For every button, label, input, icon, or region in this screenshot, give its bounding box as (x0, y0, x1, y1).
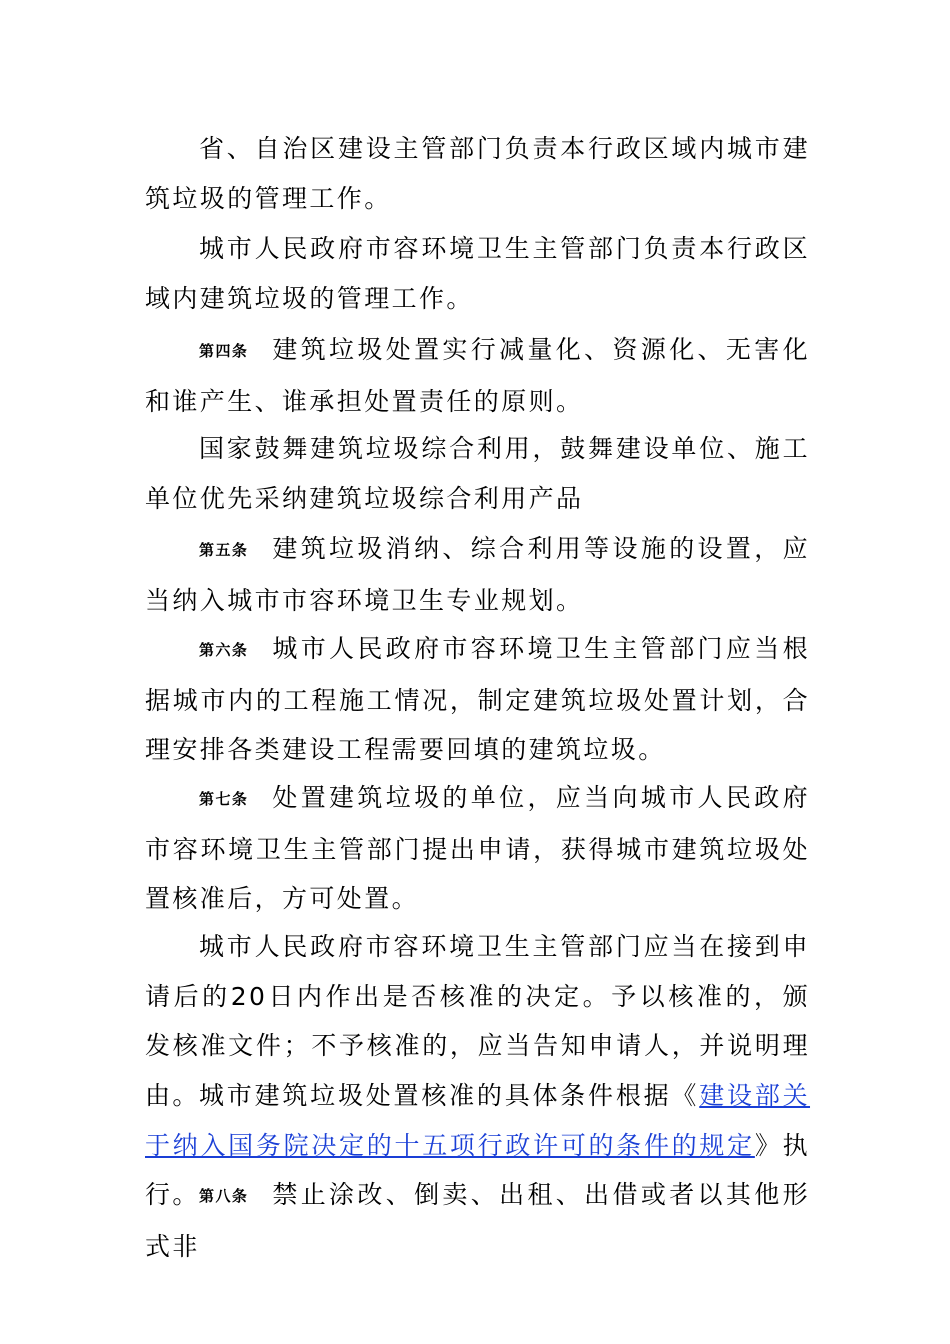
article-number: 第四条 (199, 342, 249, 360)
paragraph-text: 建筑垃圾处置实行减量化、资源化、无害化和谁产生、谁承担处置责任的原则。 (145, 335, 810, 416)
paragraph-text: 城市人民政府市容环境卫生主管部门应当根据城市内的工程施工情况，制定建筑垃圾处置计划，合理安排各类建设工程需要回填的建筑垃圾。 (145, 634, 810, 765)
article-number: 第七条 (199, 790, 249, 808)
paragraph-2 (145, 224, 810, 323)
paragraph-text: 国家鼓舞建筑垃圾综合利用，鼓舞建设单位、施工单位优先采纳建筑垃圾综合利用产品 (145, 434, 810, 513)
article-8-paragraph (145, 1170, 810, 1271)
article-number: 第六条 (199, 641, 249, 659)
article-number: 第八条 (199, 1187, 249, 1205)
paragraph-text: 城市建筑垃圾处置核准的具体条件根据《 (199, 1081, 700, 1110)
paragraph-text: 》执行。 (145, 1130, 810, 1210)
article-4-paragraph (145, 325, 810, 426)
article-6-paragraph (145, 624, 810, 775)
paragraph-text: 处置建筑垃圾的单位，应当向城市人民政府市容环境卫生主管部门提出申请，获得城市建筑垃圾处置核准后，方可处置。 (145, 783, 810, 914)
paragraph-4 (145, 424, 810, 523)
article-5-paragraph (145, 524, 810, 625)
article-7-paragraph (145, 773, 810, 924)
regulation-link[interactable]: 建设部关于纳入国务院决定的十五项行政许可的条件的规定 (145, 1081, 811, 1160)
paragraph-text: 城市人民政府市容环境卫生主管部门应当在接到申请后的20日内作出是否核准的决定。予以核准的，颁发核准文件；不予核准的，应当告知申请人，并说明理由。 (145, 932, 810, 1111)
article-number: 第五条 (199, 541, 249, 559)
paragraph-1 (145, 124, 810, 223)
paragraph-text: 建筑垃圾消纳、综合利用等设施的设置，应当纳入城市市容环境卫生专业规划。 (145, 534, 810, 615)
paragraph-text: 城市人民政府市容环境卫生主管部门负责本行政区域内建筑垃圾的管理工作。 (145, 234, 810, 313)
paragraph-text: 禁止涂改、倒卖、出租、出借或者以其他形式非 (145, 1180, 810, 1261)
paragraph-text: 省、自治区建设主管部门负责本行政区域内城市建筑垃圾的管理工作。 (145, 134, 810, 213)
